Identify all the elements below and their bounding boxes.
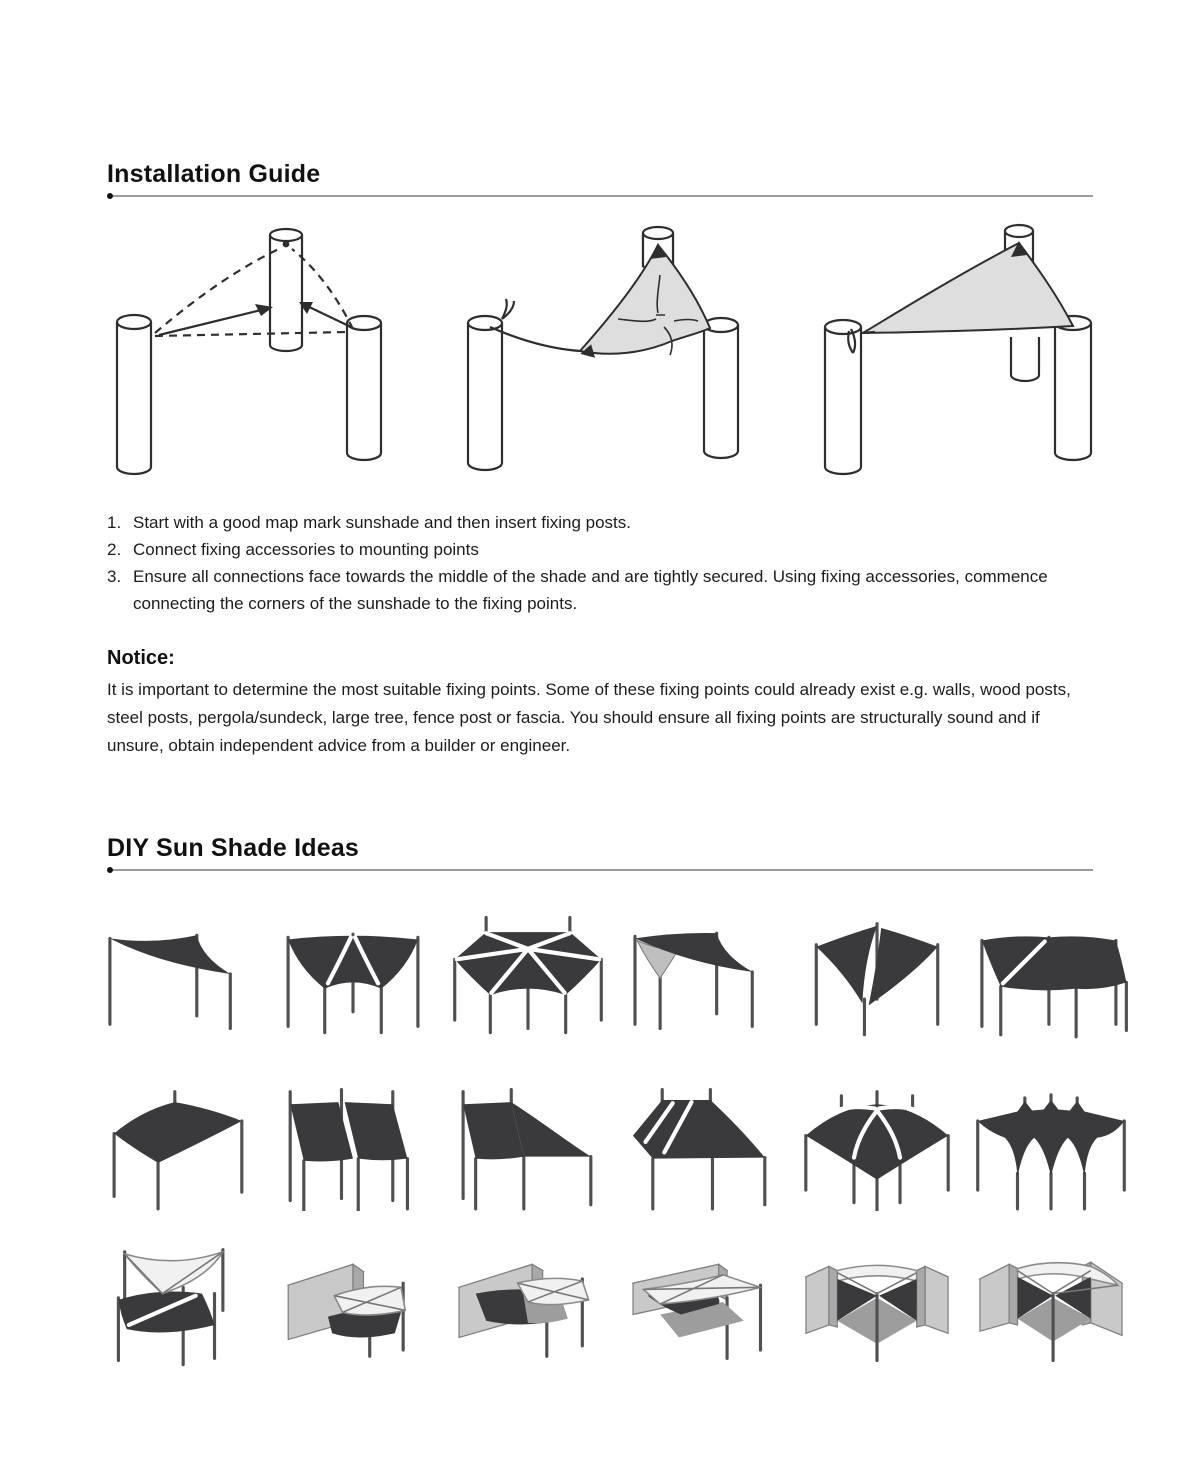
slanted-panels-icon (269, 1077, 437, 1211)
tension-sail-illustration-icon (805, 215, 1135, 483)
idea-double-square-sails (967, 907, 1135, 1041)
step-1-text: Start with a good map mark sunshade and then insert fixing posts. (133, 513, 631, 532)
idea-triangle-sail (95, 907, 263, 1041)
courtyard-sails-icon (967, 1233, 1135, 1373)
idea-two-slanted-panels (269, 1077, 437, 1211)
panel-triangle-icon (444, 1077, 612, 1211)
step-3-number: 3. (107, 567, 122, 586)
hexagon-canopy-icon (444, 907, 612, 1041)
idea-wall-sail-1 (269, 1233, 437, 1373)
corner-wall-sail-icon (618, 1233, 786, 1373)
idea-corner-wall-sail (618, 1233, 786, 1373)
idea-gable-canopy (618, 1077, 786, 1211)
diagram-attach-rope (450, 215, 780, 483)
square-light-triangle-icon (618, 907, 786, 1041)
hexagon-tent-icon (793, 1077, 961, 1211)
rule-line-2 (113, 869, 1093, 871)
diy-ideas-row-1 (95, 907, 1135, 1041)
idea-wall-sail-2 (444, 1233, 612, 1373)
step-3 (107, 563, 1093, 617)
twin-triangles-icon (269, 907, 437, 1041)
idea-twin-triangles (269, 907, 437, 1041)
idea-courtyard-sails (967, 1233, 1135, 1373)
step-3-text: Ensure all connections face towards the middle of the shade and are tightly secured. Using fixing accessories, commence connecting the corners of the sunshade to the fixing points. (133, 567, 1048, 613)
idea-twisted-kite-sail (793, 907, 961, 1041)
idea-hexagon-tent (793, 1077, 961, 1211)
diy-ideas-row-3 (95, 1233, 1135, 1373)
gable-canopy-icon (618, 1077, 786, 1211)
attach-rope-illustration-icon (450, 215, 780, 483)
idea-layered-sails (95, 1233, 263, 1373)
idea-hypar-sail (95, 1077, 263, 1211)
installation-diagrams (95, 215, 1135, 483)
idea-scalloped-canopy (967, 1077, 1135, 1211)
notice-title: Notice: (107, 647, 175, 669)
wall-twisted-sail-icon (444, 1233, 612, 1373)
hypar-sail-icon (95, 1077, 263, 1211)
diy-ideas-row-2 (95, 1077, 1135, 1211)
step-2-number: 2. (107, 540, 122, 559)
triangle-sail-icon (95, 907, 263, 1041)
diy-ideas-title: DIY Sun Shade Ideas (107, 834, 360, 862)
wall-sail-icon (269, 1233, 437, 1373)
scalloped-canopy-icon (967, 1077, 1135, 1211)
double-square-icon (967, 907, 1135, 1041)
installation-steps (107, 509, 1093, 617)
diy-section-head (95, 834, 1135, 873)
idea-hexagon-canopy (444, 907, 612, 1041)
courtyard-bowtie-icon (793, 1233, 961, 1373)
idea-courtyard-bowtie (793, 1233, 961, 1373)
step-2-text: Connect fixing accessories to mounting points (133, 540, 479, 559)
section-rule (107, 193, 1093, 199)
layered-sails-icon (95, 1233, 263, 1373)
notice-body: It is important to determine the most suitable fixing points. Some of these fixing points could already exist e.g. walls, wood posts, steel posts, pergola/sundeck, large tree, fence post or fascia. You should ensure all fixing points are structurally sound and if unsure, obtain independent advice from a builder or engineer. (107, 680, 1071, 755)
idea-panel-with-triangle (444, 1077, 612, 1211)
step-1 (107, 509, 1093, 536)
diagram-mark-posts (95, 215, 425, 483)
idea-square-with-light-triangle (618, 907, 786, 1041)
rule-line (113, 195, 1093, 197)
section-rule-2 (107, 867, 1093, 873)
installation-guide-title: Installation Guide (107, 160, 321, 188)
notice-section (107, 647, 1093, 760)
twisted-kite-icon (793, 907, 961, 1041)
document-body (95, 160, 1135, 1373)
mark-posts-illustration-icon (95, 215, 425, 483)
step-2 (107, 536, 1093, 563)
step-1-number: 1. (107, 513, 122, 532)
diagram-tension-sail (805, 215, 1135, 483)
